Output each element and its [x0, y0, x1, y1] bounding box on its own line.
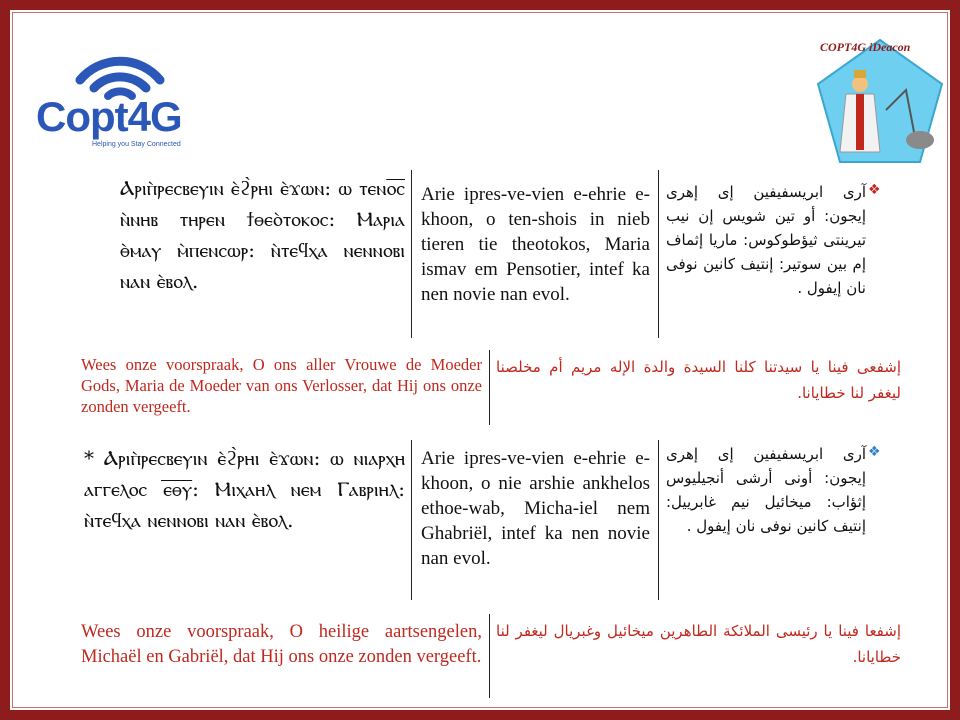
divider-line — [658, 170, 659, 338]
verse1-transliteration: Arie ipres-ve-vien e-ehrie e-khoon, o ten-shois in nieb tieren tie theotokos, Maria ismav em Pensotier, intef ka nen novie nan evol. — [421, 184, 650, 305]
divider-line — [658, 440, 659, 600]
verse2-coptic: * Ⲁⲣⲓⲡ̀ⲣⲉⲥⲃⲉⲩⲓⲛ ⲉ̀ϩ̀ⲣⲏⲓ ⲉ̀ϫⲱⲛ: ⲱ ⲛⲓⲁⲣⲭⲏ ⲁⲅⲅⲉⲗⲟⲥ ⲉ̅ⲑ̅ⲩ̅: Ⲙⲓⲭⲁⲏⲗ ⲛⲉⲙ Ⲅⲁⲃⲣⲓⲏⲗ: ⲛ̀ⲧⲉϥⲭⲁ ⲛⲉⲛⲛⲟⲃⲓ ⲛⲁⲛ ⲉ̀ⲃⲟⲗ. — [84, 446, 405, 532]
red-diamond-bullet-icon: ❖ — [868, 182, 881, 198]
verse1-dutch: Wees onze voorspraak, O ons aller Vrouwe de Moeder Gods, Maria de Moeder van ons Verlosser, dat Hij ons onze zonden vergeeft. — [81, 355, 482, 416]
divider-line — [489, 614, 490, 698]
logo-wordmark: Copt4G — [36, 93, 182, 140]
copt4g-logo — [36, 36, 196, 152]
logo-right-text: COPT4G iDeacon — [820, 40, 911, 54]
verse1-arabic-translation: إشفعى فينا يا سيدتنا كلنا السيدة والدة الإله مريم أم مخلصنا ليغفر لنا خطايانا. — [496, 358, 901, 402]
verse1-coptic: Ⲁⲣⲓⲡ̀ⲣⲉⲥⲃⲉⲩⲓⲛ ⲉ̀ϩ̀ⲣⲏⲓ ⲉ̀ϫⲱⲛ: ⲱ ⲧⲉⲛⲟ̅ⲥ̅ ⲛ̀ⲛⲏⲃ ⲧⲏⲣⲉⲛ ϯⲑⲉⲟ̀ⲧⲟⲕⲟⲥ: Ⲙⲁⲣⲓⲁ ⲑ̀ⲙⲁⲩ ⲙ̀ⲡⲉⲛⲥⲱⲣ: ⲛ̀ⲧⲉϥⲭⲁ ⲛⲉⲛⲛⲟⲃⲓ ⲛⲁⲛ ⲉ̀ⲃⲟⲗ. — [120, 176, 405, 293]
divider-line — [411, 170, 412, 338]
verse2-dutch: Wees onze voorspraak, O heilige aartsengelen, Michaël en Gabriël, dat Hij ons onze zonden vergeeft. — [81, 622, 482, 667]
divider-line — [411, 440, 412, 600]
wifi-signal-icon — [74, 40, 166, 100]
logo-tagline: Helping you Stay Connected — [92, 141, 181, 148]
verse2-arabic-transliteration: آرى ابريسفيفين إى إهرى إيجون: أونى أرشى أنجيليوس إثؤاب: ميخائيل نيم غابرييل: إنتيف كانين نوفى نان إيفول . — [666, 445, 866, 535]
idEACON-logo — [810, 32, 950, 172]
divider-line — [489, 350, 490, 425]
verse2-arabic-translation: إشفعا فينا يا رئيسى الملائكة الطاهرين ميخائيل وغبريال ليغفر لنا خطايانا. — [496, 622, 901, 666]
blue-diamond-bullet-icon: ❖ — [868, 444, 881, 460]
verse1-arabic-transliteration: آرى ابريسفيفين إى إهرى إيجون: أو تين شويس إن نيب تيرينتى ثيؤطوكوس: ماريا إثماف إم بين سوتير: إنتيف كانين نوفى نان إيفول . — [666, 183, 866, 297]
verse2-transliteration: Arie ipres-ve-vien e-ehrie e-khoon, o nie arshie ankhelos ethoe-wab, Micha-iel nem Ghabriël, intef ka nen novie nan evol. — [421, 448, 650, 569]
